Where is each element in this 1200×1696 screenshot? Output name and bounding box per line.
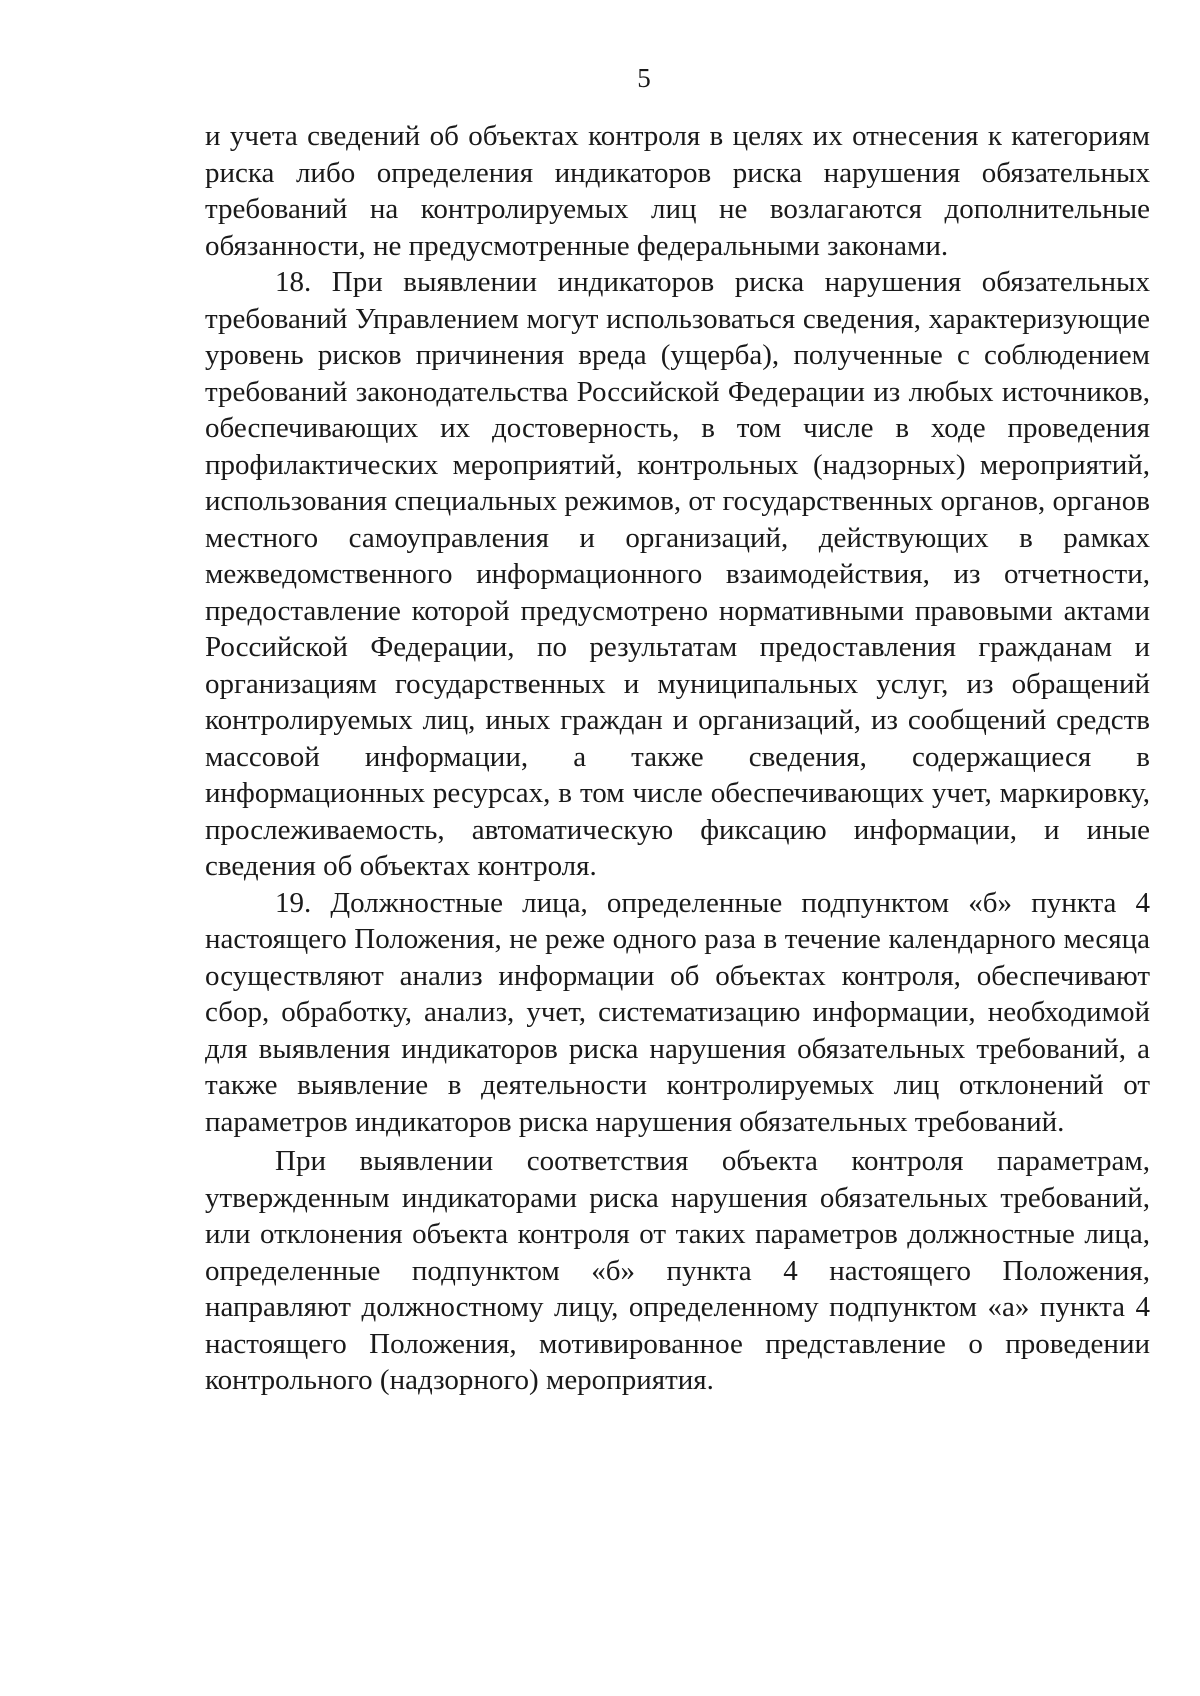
paragraph-19-continuation: При выявлении соответствия объекта контроля параметрам, утвержденным индикаторами риска нарушения обязательных требований, или отклонения объекта контроля от таких параметров должностные лица, определенные подпунктом «б» пункта 4 настоящего Положения, направляют должностному лицу, определенному подпунктом «а» пункта 4 настоящего Положения, мотивированное представление о проведении контрольного (надзорного) мероприятия.	[205, 1145, 1150, 1396]
paragraph-19: 19. Должностные лица, определенные подпунктом «б» пункта 4 настоящего Положения, не реже одного раза в течение календарного месяца осуществляют анализ информации об объектах контроля, обеспечивают сбор, обработку, анализ, учет, систематизацию информации, необходимой для выявления индикаторов риска нарушения обязательных требований, а также выявление в деятельности контролируемых лиц отклонений от параметров индикаторов риска нарушения обязательных требований.	[205, 886, 1150, 1138]
page-number: 5	[637, 63, 651, 93]
paragraph-continuation: и учета сведений об объектах контроля в целях их отнесения к категориям риска либо определения индикаторов риска нарушения обязательных требований на контролируемых лиц не возлагаются дополнительные обязанности, не предусмотренные федеральными законами.	[205, 120, 1150, 262]
document-body	[205, 118, 1150, 1399]
paragraph-18: 18. При выявлении индикаторов риска нарушения обязательных требований Управлением могут использоваться сведения, характеризующие уровень рисков причинения вреда (ущерба), полученные с соблюдением требований законодательства Российской Федерации из любых источников, обеспечивающих их достоверность, в том числе в ходе проведения профилактических мероприятий, контрольных (надзорных) мероприятий, использования специальных режимов, от государственных органов, органов местного самоуправления и организаций, действующих в рамках межведомственного информационного взаимодействия, из отчетности, предоставление которой предусмотрено нормативными правовыми актами Российской Федерации, по результатам предоставления гражданам и организациям государственных и муниципальных услуг, из обращений контролируемых лиц, иных граждан и организаций, из сообщений средств массовой информации, а также сведения, содержащиеся в информационных ресурсах, в том числе обеспечивающих учет, маркировку, прослеживаемость, автоматическую фиксацию информации, и иные сведения об объектах контроля.	[205, 266, 1150, 882]
